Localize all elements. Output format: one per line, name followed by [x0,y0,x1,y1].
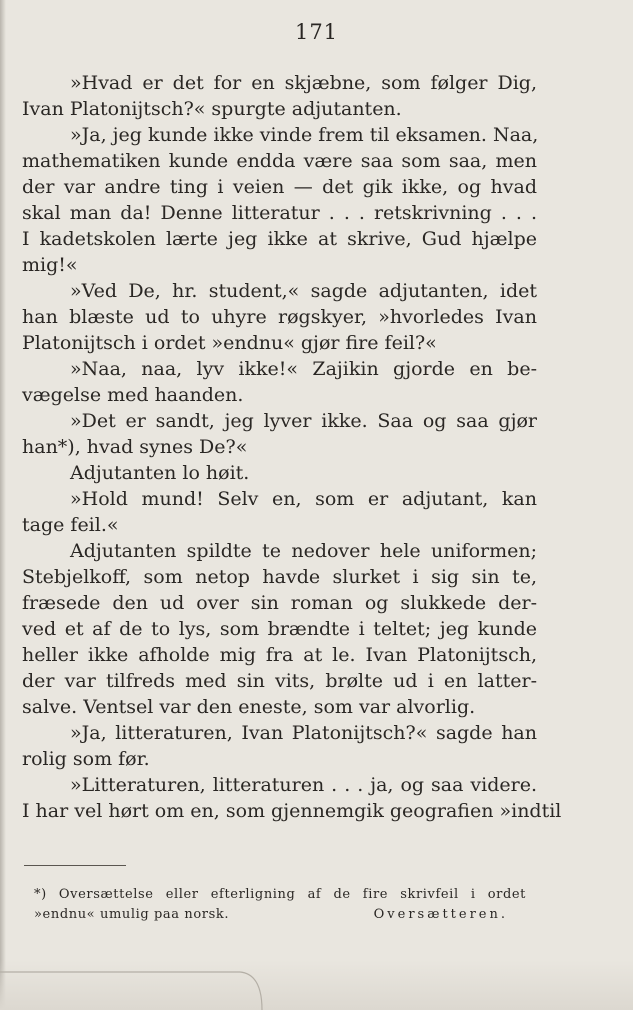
text-line: rolig som før. [22,748,150,770]
footnote [34,885,526,925]
text-line: Platonijtsch i ordet »endnu« gjør fire feil?« [22,332,437,354]
text-line: han*), hvad synes De?« [22,436,248,458]
text-line: fræsede den ud over sin roman og slukkede der- [22,592,537,614]
text-line: »Litteraturen, litteraturen . . . ja, og saa videre. [70,774,537,796]
text-line: der var andre ting i veien — det gik ikke, og hvad [22,176,537,198]
text-line: heller ikke afholde mig fra at le. Ivan Platonijtsch, [22,644,537,666]
footnote-row-2 [34,905,526,925]
text-line: »Ja, jeg kunde ikke vinde frem til eksamen. Naa, [70,124,539,146]
footnote-signature: Oversætteren. [373,907,508,922]
text-line: »Hvad er det for en skjæbne, som følger Dig, [70,72,537,94]
text-line: Adjutanten lo høit. [70,462,250,484]
text-line: mathematiken kunde endda være saa som saa, men [22,150,537,172]
footnote-line-2: »endnu« umulig paa norsk. [34,907,230,922]
text-line: vægelse med haanden. [22,384,244,406]
text-line: »Ved De, hr. student,« sagde adjutanten, idet [70,280,537,302]
text-line: »Hold mund! Selv en, som er adjutant, kan [70,488,537,510]
text-line: I har vel hørt om en, som gjennemgik geografien »indtil [22,800,562,822]
text-line: »Ja, litteraturen, Ivan Platonijtsch?« sagde han [70,722,537,744]
footnote-rule [24,865,126,866]
page-number: 171 [294,20,339,44]
text-line: der var tilfreds med sin vits, brølte ud i en latter- [22,670,537,692]
text-line: Adjutanten spildte te nedover hele uniformen; [70,540,537,562]
text-line: mig!« [22,254,78,276]
text-line: Ivan Platonijtsch?« spurgte adjutanten. [22,98,402,120]
text-line: skal man da! Denne litteratur . . . retskrivning . . . [22,202,537,224]
text-line: ved et af de to lys, som brændte i teltet; jeg kunde [22,618,537,640]
text-line: I kadetskolen lærte jeg ikke at skrive, Gud hjælpe [22,228,537,250]
body-text [22,70,562,824]
text-line: »Naa, naa, lyv ikke!« Zajikin gjorde en be- [70,358,537,380]
page-left-edge-shadow [0,0,6,1010]
text-line: »Det er sandt, jeg lyver ikke. Saa og saa gjør [70,410,537,432]
footnote-line-1: *) Oversættelse eller efterligning af de fire skrivfeil i ordet [34,887,526,902]
page-fold-curve [0,960,280,1010]
text-line: tage feil.« [22,514,119,536]
text-line: han blæste ud to uhyre røgskyer, »hvorledes Ivan [22,306,537,328]
text-line: salve. Ventsel var den eneste, som var alvorlig. [22,696,476,718]
text-line: Stebjelkoff, som netop havde slurket i sig sin te, [22,566,537,588]
